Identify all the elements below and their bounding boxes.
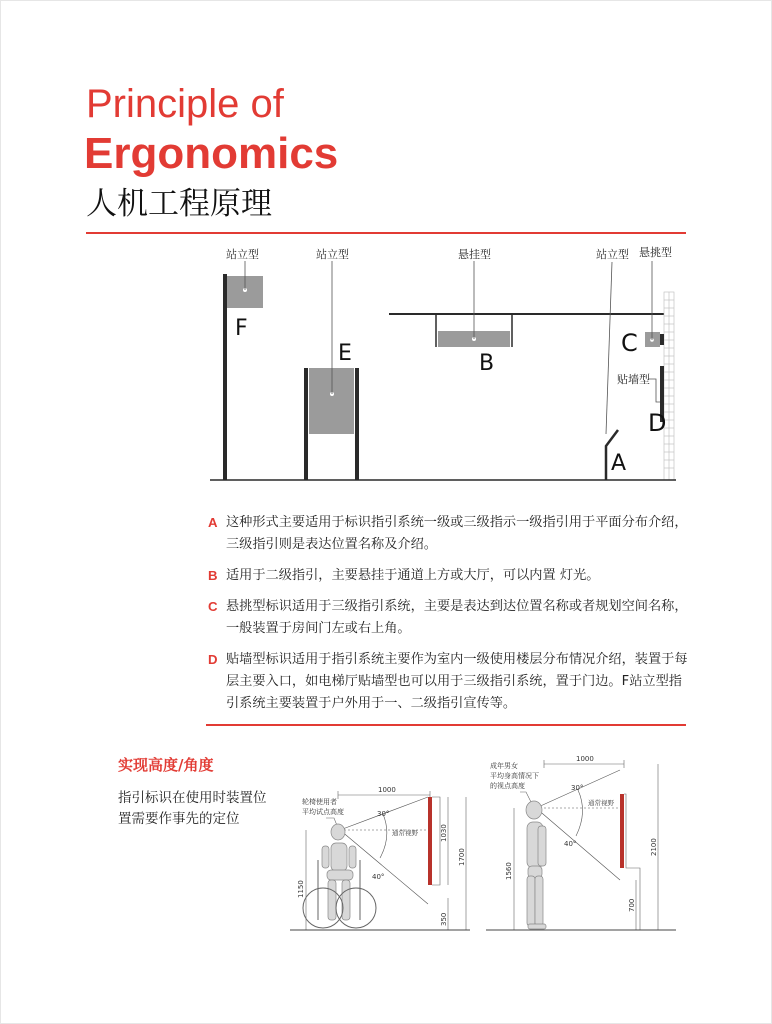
right-angle-up: 30° [571,784,584,792]
left-sign-panel [428,797,432,885]
label-a-type: 站立型 [596,248,629,261]
letter-f: F [235,316,248,341]
post-f [223,274,227,480]
right-caption-3: 的视点高度 [490,782,525,790]
left-angle-down: 40° [372,873,385,881]
left-caption-2: 平均试点高度 [302,808,344,816]
letter-c: C [621,329,638,357]
description-a-text: 这种形式主要适用于标识指引系统一级或三级指示一级指引用于平面分布介绍，三级指引则是表达位置名称及介绍。 [226,515,688,552]
left-dim-bottom: 350 [440,912,448,926]
description-d-text: 贴墙型标识适用于指引系统主要作为室内一级使用楼层分布情况介绍，装置于每层主要入口，如电梯厅贴墙型也可以用于三级指引系统，置于门边。F站立型指引系统主要装置于户外用于一、二级指引宣传等。 [226,652,688,711]
right-view-arc [576,790,583,836]
post-e-right [355,368,359,480]
right-sight-down [536,808,620,880]
wheelchair-figure [322,824,356,920]
standing-figure [526,801,546,929]
label-f-type: 站立型 [226,248,259,261]
description-a [208,512,688,556]
description-b-text: 适用于二级指引，主要悬挂于通道上方或大厅，可以内置 灯光。 [226,568,600,583]
description-d [208,649,688,715]
description-b [208,565,688,587]
signage-types-diagram [0,236,772,496]
ergonomics-diagram [282,746,692,946]
right-dim-width: 1000 [576,755,594,763]
section-body: 指引标识在使用时装置位置需要作事先的定位 [118,790,267,827]
letter-e: E [338,341,352,366]
label-b-type: 悬挂型 [458,248,491,261]
sign-c-bracket [660,334,664,345]
letter-a: A [611,451,627,476]
left-dim-width: 1000 [378,786,396,794]
leader-a [606,262,612,434]
left-angle-up: 30° [377,810,390,818]
right-dim-eye: 1560 [505,862,513,880]
description-c-text: 悬挑型标识适用于三级指引系统，主要是表达到达位置名称或者规划空间名称，一般装置于房间门左或右上角。 [226,599,688,636]
left-dim-eye: 1150 [297,880,305,898]
left-dim-sign: 1030 [440,824,448,842]
description-c-letter: C [208,599,218,614]
label-c-type: 悬挑型 [639,246,672,259]
description-b-letter: B [208,568,218,583]
right-dim-bottom: 700 [628,898,636,912]
post-e-left [304,368,308,480]
label-e-type: 站立型 [316,248,349,261]
left-view-label: 通常视野 [392,829,418,837]
header-divider [86,232,686,234]
description-d-letter: D [208,652,218,667]
title-chinese: 人机工程原理 [86,186,272,222]
right-caption-1: 成年男女 [490,762,518,770]
description-a-letter: A [208,515,218,530]
section-divider [206,724,686,726]
letter-d: D [648,409,667,437]
description-list [208,512,688,724]
right-angle-down: 40° [564,840,577,848]
label-d-type: 贴墙型 [617,373,650,386]
right-sign-panel [620,794,624,868]
right-caption-2: 平均身高情况下 [490,772,539,780]
left-dim-total: 1700 [458,848,466,866]
section-heading: 实现高度/角度 [118,756,214,774]
letter-b: B [479,351,495,376]
description-c [208,596,688,640]
right-dim-total: 2100 [650,838,658,856]
title-line-1: Principle of [86,82,284,126]
right-view-label: 通常视野 [588,799,614,807]
left-view-arc [380,814,387,858]
left-wall-step [432,797,440,885]
sign-e [309,368,354,434]
title-line-2: Ergonomics [84,129,339,178]
left-caption-1: 轮椅使用者 [302,798,337,806]
